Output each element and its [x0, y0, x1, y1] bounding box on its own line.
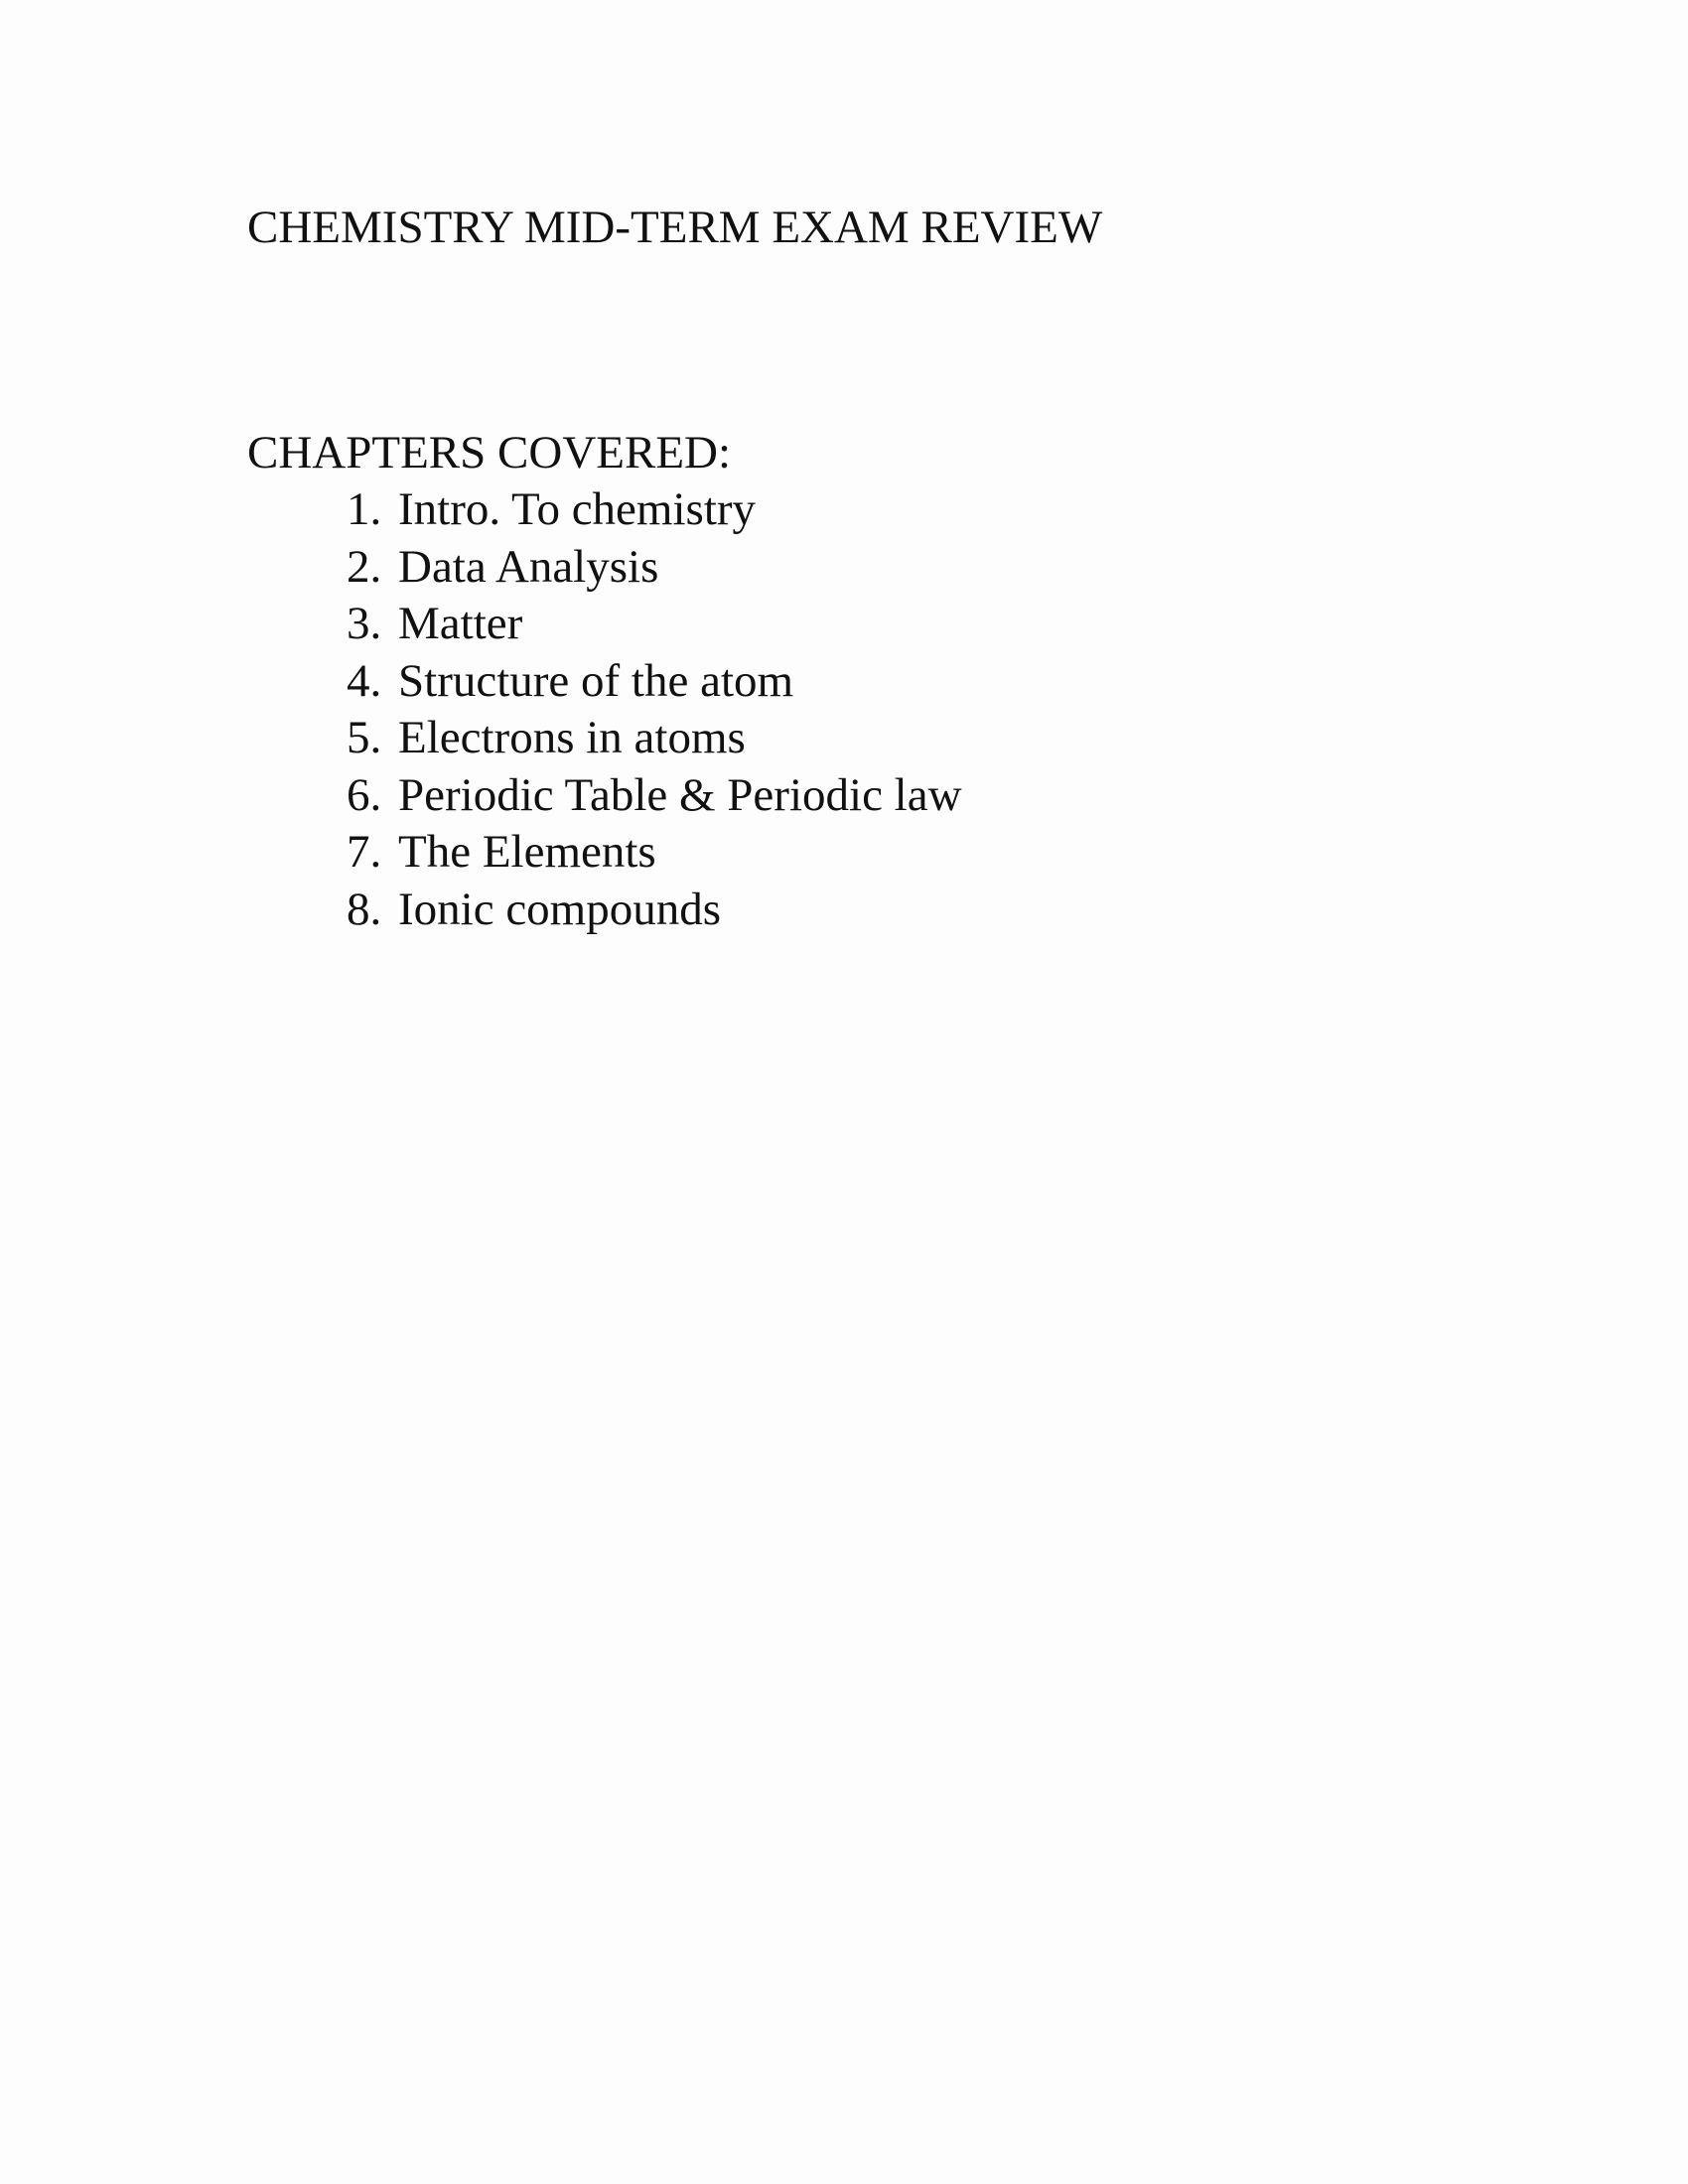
chapter-item: [347, 710, 962, 767]
chapter-label: The Elements: [398, 826, 656, 878]
page-title: CHEMISTRY MID-TERM EXAM REVIEW: [247, 202, 1103, 253]
chapter-number: 3.: [347, 598, 382, 649]
chapter-item: [347, 767, 962, 825]
chapter-number: 4.: [347, 654, 382, 707]
chapter-item: [347, 596, 962, 653]
chapter-number: 8.: [347, 883, 382, 935]
chapter-item: [347, 824, 962, 882]
chapters-heading: CHAPTERS COVERED:: [247, 427, 732, 478]
chapter-label: Structure of the atom: [398, 654, 794, 707]
chapter-item: [347, 653, 962, 711]
chapter-number: 1.: [347, 483, 382, 535]
chapter-label: Intro. To chemistry: [398, 483, 757, 535]
chapter-list: [347, 481, 962, 938]
chapter-number: 2.: [347, 540, 382, 593]
chapter-item: [347, 882, 962, 939]
chapter-label: Ionic compounds: [398, 883, 722, 935]
chapter-number: 7.: [347, 826, 382, 878]
chapter-label: Matter: [398, 598, 523, 649]
chapter-number: 6.: [347, 768, 382, 821]
chapter-number: 5.: [347, 712, 382, 763]
chapter-label: Data Analysis: [398, 540, 659, 593]
chapter-item: [347, 481, 962, 539]
chapter-item: [347, 539, 962, 597]
chapter-label: Electrons in atoms: [398, 712, 746, 763]
chapter-label: Periodic Table & Periodic law: [398, 768, 962, 821]
